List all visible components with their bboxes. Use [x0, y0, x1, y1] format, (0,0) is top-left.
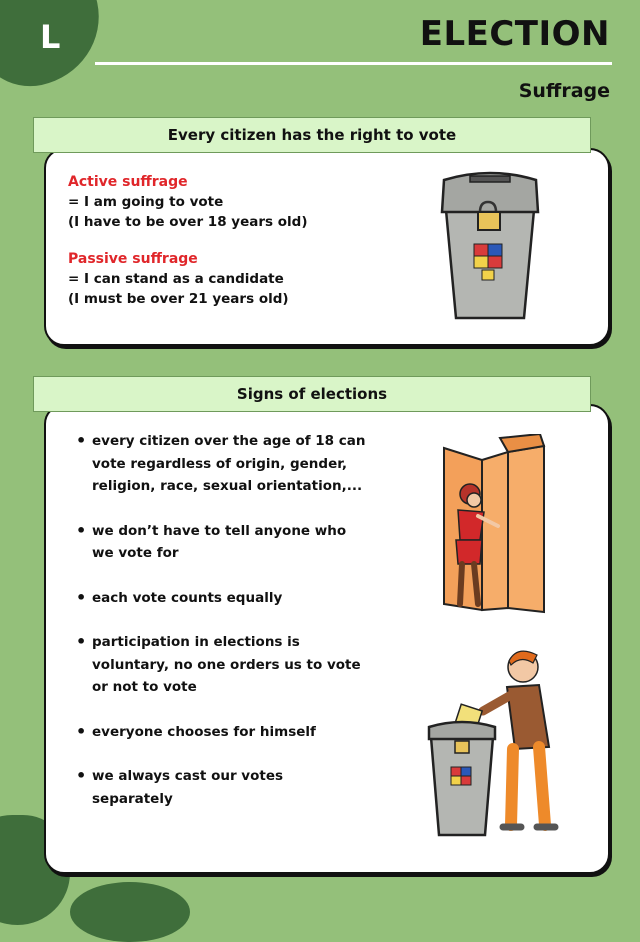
list-item: • we always cast our votes separately — [74, 765, 374, 810]
decorative-blob-bottom-2 — [70, 882, 190, 942]
list-item: • every citizen over the age of 18 can vote regardless of origin, gender, religion, race, sexual orientation,... — [74, 430, 374, 498]
list-item: • participation in elections is voluntary, no one orders us to vote or not to vote — [74, 631, 374, 699]
list-item: • each vote counts equally — [74, 587, 374, 610]
page-subtitle: Suffrage — [518, 80, 610, 102]
active-suffrage-title: Active suffrage — [68, 174, 188, 190]
passive-suffrage-title: Passive suffrage — [68, 251, 198, 267]
list-item: • we don’t have to tell anyone who we vote for — [74, 520, 374, 565]
title-underline — [95, 62, 612, 65]
active-suffrage-line-1: = I am going to vote — [68, 194, 224, 210]
active-suffrage-line-2: (I have to be over 18 years old) — [68, 214, 308, 230]
signs-list — [74, 430, 374, 832]
list-item: • everyone chooses for himself — [74, 721, 374, 744]
unit-letter: L — [40, 18, 61, 56]
man-casting-vote-illustration — [425, 645, 565, 840]
passive-suffrage-line-1: = I can stand as a candidate — [68, 271, 284, 287]
voting-booth-illustration — [440, 434, 550, 614]
suffrage-text — [68, 172, 388, 309]
passive-suffrage-line-2: (I must be over 21 years old) — [68, 291, 289, 307]
ballot-box-illustration — [440, 168, 540, 328]
suffrage-panel-heading: Every citizen has the right to vote — [33, 117, 591, 153]
signs-panel-heading: Signs of elections — [33, 376, 591, 412]
page-title: ELECTION — [419, 14, 610, 54]
